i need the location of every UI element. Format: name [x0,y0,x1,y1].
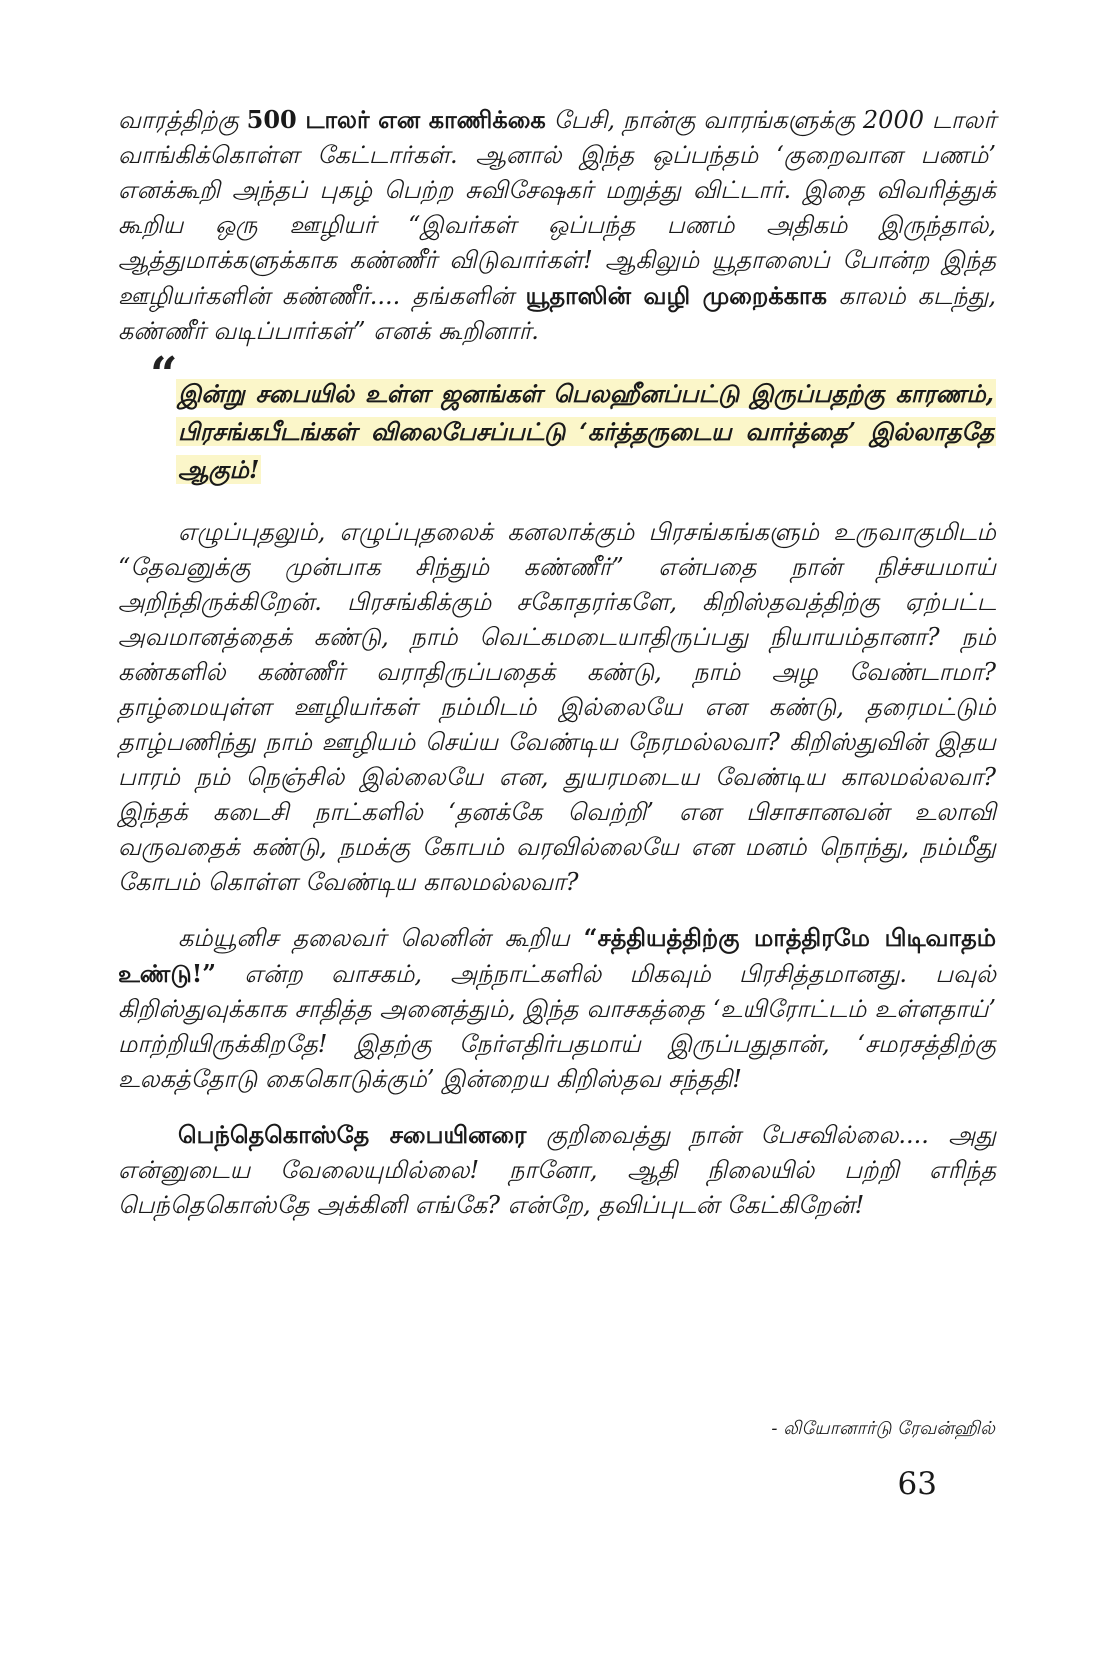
quote-mark-icon: “ [150,347,178,403]
paragraph-3-bold: “சத்தியத்திற்கு மாத்திரமே பிடிவாதம் உண்டு!” [118,923,997,988]
paragraph-1-text-a: வாரத்திற்கு [118,106,247,134]
paragraph-1-bold-b: யூதாஸின் வழி முறைக்காக [525,281,827,310]
paragraph-gap [118,1097,996,1117]
paragraph-4-bold: பெந்தெகொஸ்தே சபையினரை [178,1120,527,1149]
paragraph-1 [118,102,996,349]
paragraph-2: எழுப்புதலும், எழுப்புதலைக் கனலாக்கும் பிரசங்கங்களும் உருவாகுமிடம் “தேவனுக்கு முன்பாக சிந்தும் கண்ணீர்” என்பதை நான் நிச்சயமாய் அறிந்திருக்கிறேன். பிரசங்கிக்கும் சகோதரர்களே, கிறிஸ்தவத்திற்கு ஏற்பட்ட அவமானத்தைக் கண்டு, நாம் வெட்கமடையாதிருப்பது நியாயம்தானா? நம் கண்களில் கண்ணீர் வராதிருப்பதைக் கண்டு, நாம் அழ வேண்டாமா? தாழ்மையுள்ள ஊழியர்கள் நம்மிடம் இல்லையே என கண்டு, தரைமட்டும் தாழ்பணிந்து நாம் ஊழியம் செய்ய வேண்டிய நேரமல்லவா? கிறிஸ்துவின் இதய பாரம் நம் நெஞ்சில் இல்லையே என, துயரமடைய வேண்டிய காலமல்லவா? இந்தக் கடைசி நாட்களில் ‘தனக்கே வெற்றி’ என பிசாசானவன் உலாவி வருவதைக் கண்டு, நமக்கு கோபம் வரவில்லையே என மனம் நொந்து, நம்மீது கோபம் கொள்ள வேண்டிய காலமல்லவா? [118,518,996,896]
paragraph-1-bold-a: 500 டாலர் என காணிக்கை [246,105,546,134]
body-text [118,102,996,1223]
quote-attribution: - லியோனார்டு ரேவன்ஹில் [771,1418,995,1439]
paragraph-3-text-b: என்ற வாசகம், அந்நாட்களில் மிகவும் பிரசித்தமானது. பவுல் கிறிஸ்துவுக்காக சாதித்த அனைத்தும், இந்த வாசகத்தை ‘உயிரோட்டம் உள்ளதாய்’ மாற்றியிருக்கிறதே! இதற்கு நேர்எதிர்பதமாய் இருப்பதுதான், ‘சமரசத்திற்கு உலகத்தோடு கைகொடுக்கும்’ இன்றைய கிறிஸ்தவ சந்ததி! [118,960,996,1093]
paragraph-4 [118,1117,996,1223]
pull-quote [150,347,996,489]
paragraph-1-text-c: காலம் கடந்து, கண்ணீர் வடிப்பார்கள்” எனக் கூறினார். [118,282,996,345]
paragraph-1-text-b: பேசி, நான்கு வாரங்களுக்கு 2000 டாலர் வாங்கிக்கொள்ள கேட்டார்கள். ஆனால் இந்த ஒப்பந்தம் ‘குறைவான பணம்’ எனக்கூறி அந்தப் புகழ் பெற்ற சுவிசேஷகர் மறுத்து விட்டார். இதை விவரித்துக் கூறிய ஒரு ஊழியர் “இவர்கள் ஒப்பந்த பணம் அதிகம் இருந்தால், ஆத்துமாக்களுக்காக கண்ணீர் விடுவார்கள்! ஆகிலும் யூதாஸைப் போன்ற இந்த ஊழியர்களின் கண்ணீர்.... தங்களின் [118,106,997,310]
page-number: 63 [897,1466,937,1502]
pull-quote-text: இன்று சபையில் உள்ள ஜனங்கள் பெலஹீனப்பட்டு இருப்பதற்கு காரணம், பிரசங்கபீடங்கள் விலைபேசப்பட்டு ‘கர்த்தருடைய வார்த்தை’ இல்லாததே ஆகும்! [178,379,994,484]
paragraph-3-text-a: கம்யூனிச தலைவர் லெனின் கூறிய [178,924,584,952]
paragraph-3 [118,920,996,1097]
paragraph-4-text: குறிவைத்து நான் பேசவில்லை.... அது என்னுடைய வேலையுமில்லை! நானோ, ஆதி நிலையில் பற்றி எரிந்த பெந்தெகொஸ்தே அக்கினி எங்கே? என்றே, தவிப்புடன் கேட்கிறேன்! [118,1121,997,1219]
pull-quote-text-wrap [176,375,996,489]
paragraph-gap [118,900,996,920]
